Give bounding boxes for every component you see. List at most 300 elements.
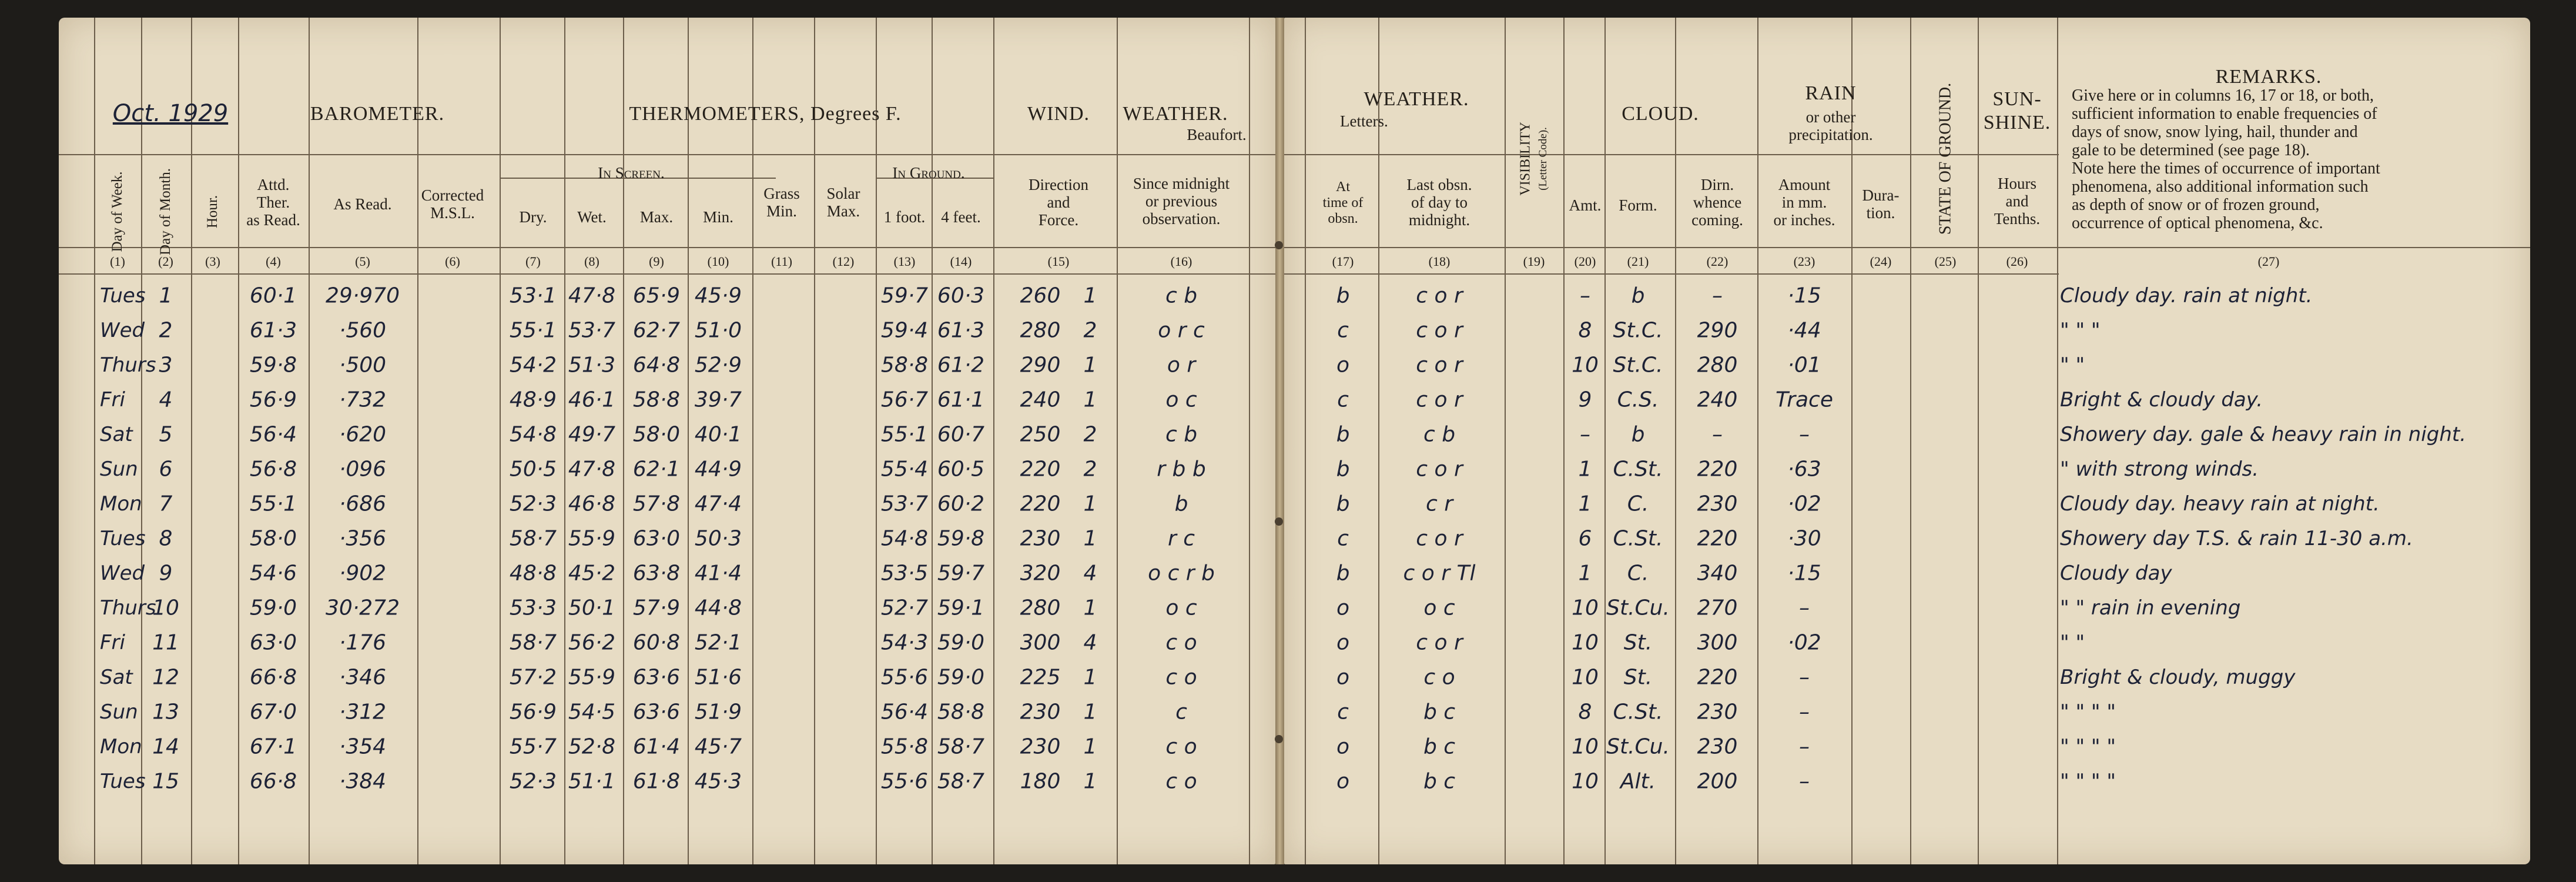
- cell-bar: ·312: [339, 700, 387, 724]
- header-rule: [59, 247, 1275, 248]
- cell-dirn: 230: [1697, 492, 1738, 516]
- cell-amt: 9: [1578, 387, 1592, 412]
- column-number: (3): [205, 254, 220, 269]
- cell-last: o c: [1423, 596, 1455, 620]
- cell-rain: ·30: [1787, 526, 1821, 551]
- attd-ther-header: as Read.: [246, 211, 300, 229]
- cell-dow: Fri: [100, 388, 125, 412]
- cell-attd: 58·0: [249, 526, 297, 551]
- cell-weather: o c: [1165, 596, 1197, 620]
- cell-dow: Sun: [100, 700, 138, 724]
- column-rule: [500, 18, 501, 864]
- cell-g1: 58·8: [880, 353, 929, 377]
- cell-last: b c: [1423, 700, 1456, 724]
- cell-dom: 1: [159, 283, 173, 308]
- cell-dow: Fri: [100, 631, 125, 654]
- cell-amt: 10: [1572, 769, 1599, 794]
- cell-rain: –: [1799, 769, 1810, 794]
- cell-at: o: [1336, 769, 1350, 794]
- cell-dow: Tues: [100, 284, 146, 308]
- cell-dry: 55·1: [509, 318, 557, 343]
- cell-dirn: 300: [1697, 630, 1738, 655]
- column-rule: [1305, 18, 1306, 864]
- cell-force: 1: [1083, 283, 1097, 308]
- cell-dirn: 280: [1697, 353, 1738, 377]
- visibility-header: VISIBILITY: [1518, 122, 1533, 196]
- cell-attd: 56·8: [249, 457, 297, 482]
- cell-dry: 50·5: [509, 457, 557, 482]
- cell-dirn: –: [1712, 422, 1723, 447]
- min-header: Min.: [703, 208, 733, 226]
- max-header: Max.: [639, 208, 674, 226]
- header-rule: [1284, 273, 2059, 275]
- cell-dom: 6: [159, 457, 173, 482]
- cell-min: 39·7: [694, 387, 742, 412]
- cell-dow: Sat: [100, 666, 133, 689]
- cell-amt: 1: [1578, 561, 1592, 586]
- day-of-week-header: Day of Week.: [109, 171, 125, 252]
- cell-wet: 51·1: [568, 769, 616, 794]
- cell-max: 63·0: [632, 526, 681, 551]
- direction-force-header: Force.: [1038, 211, 1079, 229]
- column-number: (9): [649, 254, 664, 269]
- dirn-header: coming.: [1691, 211, 1743, 229]
- cell-min: 51·0: [694, 318, 742, 343]
- cell-remark: " ": [2060, 353, 2085, 377]
- cell-wind: 225: [1020, 665, 1061, 690]
- cell-max: 65·9: [632, 283, 681, 308]
- column-number: (23): [1793, 254, 1815, 269]
- cell-min: 45·7: [694, 734, 742, 759]
- cell-dom: 11: [152, 630, 179, 655]
- cell-wind: 220: [1020, 457, 1061, 482]
- column-rule: [623, 18, 624, 864]
- direction-force-header: and: [1047, 193, 1070, 211]
- sunshine-heading: SUN-: [1992, 88, 2042, 110]
- column-number: (25): [1934, 254, 1957, 269]
- cell-max: 64·8: [632, 353, 681, 377]
- cell-dom: 13: [152, 700, 179, 724]
- cell-wet: 55·9: [568, 526, 616, 551]
- cell-wet: 54·5: [568, 700, 616, 724]
- cell-dom: 10: [152, 596, 179, 620]
- cell-force: 4: [1083, 561, 1097, 586]
- cell-dow: Sun: [100, 457, 138, 481]
- cell-attd: 56·4: [249, 422, 297, 447]
- since-midnight-header: Since midnight: [1133, 175, 1230, 192]
- cell-last: c o r: [1416, 630, 1463, 655]
- beaufort-label: Beaufort.: [1187, 126, 1247, 143]
- rain-heading: RAIN: [1805, 82, 1857, 104]
- cell-at: c: [1337, 387, 1349, 412]
- column-number: (21): [1627, 254, 1649, 269]
- cell-attd: 66·8: [249, 769, 297, 794]
- cell-g4: 60·5: [937, 457, 985, 482]
- cell-rain: –: [1799, 596, 1810, 620]
- cell-min: 45·3: [694, 769, 742, 794]
- since-midnight-header: or previous: [1145, 192, 1218, 210]
- cell-force: 1: [1083, 492, 1097, 516]
- cell-dirn: 340: [1697, 561, 1738, 586]
- cell-g1: 55·6: [880, 769, 929, 794]
- cell-min: 52·1: [694, 630, 742, 655]
- cell-at: o: [1336, 353, 1350, 377]
- solar-max-header: Solar: [826, 185, 860, 202]
- column-rule: [1604, 18, 1606, 864]
- cell-dry: 57·2: [509, 665, 557, 690]
- remarks-instruction-line: Give here or in columns 16, 17 or 18, or both,: [2072, 86, 2374, 105]
- column-rule: [814, 18, 815, 864]
- sunshine-heading: SHINE.: [1983, 112, 2051, 133]
- cell-at: b: [1336, 422, 1350, 447]
- cell-dow: Wed: [100, 562, 145, 585]
- cell-amt: –: [1580, 283, 1590, 308]
- cell-max: 63·6: [632, 665, 681, 690]
- column-number: (10): [707, 254, 729, 269]
- cell-attd: 63·0: [249, 630, 297, 655]
- binding-hole: [1275, 517, 1283, 526]
- cell-wind: 260: [1020, 283, 1061, 308]
- cell-bar: 30·272: [326, 596, 400, 620]
- cell-remark: " " " ": [2060, 735, 2116, 759]
- cell-dom: 12: [152, 665, 179, 690]
- cell-dirn: 200: [1697, 769, 1738, 794]
- cell-force: 4: [1083, 630, 1097, 655]
- column-rule: [1675, 18, 1676, 864]
- cell-bar: ·346: [339, 665, 387, 690]
- cell-g4: 61·1: [937, 387, 985, 412]
- cell-weather: c b: [1165, 283, 1198, 308]
- column-rule: [1117, 18, 1118, 864]
- cell-min: 45·9: [694, 283, 742, 308]
- cell-last: b c: [1423, 734, 1456, 759]
- cell-form: b: [1631, 422, 1645, 447]
- cell-attd: 59·0: [249, 596, 297, 620]
- cell-wet: 46·8: [568, 492, 616, 516]
- column-number: (26): [2006, 254, 2028, 269]
- column-rule: [238, 18, 239, 864]
- cell-min: 52·9: [694, 353, 742, 377]
- cell-wet: 51·3: [568, 353, 616, 377]
- cell-last: c o r: [1416, 457, 1463, 482]
- cell-rain: ·02: [1787, 492, 1821, 516]
- rain-heading: or other: [1805, 108, 1856, 126]
- cell-g1: 55·4: [880, 457, 929, 482]
- cell-force: 1: [1083, 526, 1097, 551]
- at-time-header: At: [1336, 179, 1350, 195]
- cell-last: c o r Tl: [1403, 561, 1476, 586]
- cell-remark: " " " ": [2060, 770, 2116, 793]
- last-obsn-header: Last obsn.: [1406, 176, 1472, 193]
- cell-g4: 61·3: [937, 318, 985, 343]
- cell-force: 2: [1083, 318, 1097, 343]
- cell-dom: 14: [152, 734, 179, 759]
- column-number: (20): [1574, 254, 1596, 269]
- solar-max-header: Max.: [826, 202, 860, 220]
- cell-max: 57·8: [632, 492, 681, 516]
- cell-max: 58·0: [632, 422, 681, 447]
- cell-g4: 59·8: [937, 526, 985, 551]
- column-number: (8): [584, 254, 599, 269]
- cell-min: 51·6: [694, 665, 742, 690]
- cell-rain: Trace: [1776, 387, 1833, 412]
- cell-remark: Cloudy day: [2060, 562, 2172, 585]
- cell-dry: 48·8: [509, 561, 557, 586]
- cell-dry: 54·8: [509, 422, 557, 447]
- cell-max: 61·8: [632, 769, 681, 794]
- cell-dow: Sat: [100, 423, 133, 446]
- cell-max: 57·9: [632, 596, 681, 620]
- column-rule: [993, 18, 994, 864]
- cell-bar: ·500: [339, 353, 387, 377]
- cell-last: c o r: [1416, 387, 1463, 412]
- cell-dom: 7: [159, 492, 173, 516]
- column-number: (6): [445, 254, 460, 269]
- remarks-instruction-line: days of snow, snow lying, hail, thunder and: [2072, 123, 2358, 141]
- cell-form: St.C.: [1613, 318, 1663, 343]
- cell-g1: 52·7: [880, 596, 929, 620]
- column-number: (15): [1047, 254, 1070, 269]
- cell-remark: Showery day T.S. & rain 11-30 a.m.: [2060, 527, 2413, 550]
- cell-weather: o c: [1165, 387, 1197, 412]
- cell-dry: 52·3: [509, 492, 557, 516]
- cell-bar: ·176: [339, 630, 387, 655]
- hour-header: Hour.: [204, 195, 220, 229]
- cell-form: b: [1631, 283, 1645, 308]
- cell-amt: 10: [1572, 734, 1599, 759]
- cell-g4: 59·1: [937, 596, 985, 620]
- cell-bar: ·560: [339, 318, 387, 343]
- cell-form: St.: [1623, 665, 1653, 690]
- cell-at: b: [1336, 283, 1350, 308]
- cell-rain: ·15: [1787, 561, 1821, 586]
- cell-amt: 1: [1578, 492, 1592, 516]
- grass-min-header: Grass: [763, 185, 800, 202]
- cell-amt: –: [1580, 422, 1590, 447]
- column-number: (1): [110, 254, 125, 269]
- cell-force: 1: [1083, 596, 1097, 620]
- cell-weather: o r: [1167, 353, 1196, 377]
- hours-tenths-header: Tenths.: [1994, 210, 2041, 228]
- cell-amt: 1: [1578, 457, 1592, 482]
- cell-form: St.Cu.: [1606, 734, 1670, 759]
- remarks-instruction-line: sufficient information to enable frequencies of: [2072, 105, 2377, 123]
- cell-rain: ·01: [1787, 353, 1821, 377]
- column-number: (13): [893, 254, 916, 269]
- hours-tenths-header: Hours: [1998, 175, 2036, 192]
- cell-dow: Tues: [100, 770, 146, 793]
- last-obsn-header: of day to: [1411, 193, 1468, 211]
- cell-amt: 6: [1578, 526, 1592, 551]
- cell-attd: 55·1: [249, 492, 297, 516]
- cell-last: c b: [1423, 422, 1456, 447]
- cell-dirn: 240: [1697, 387, 1738, 412]
- cell-weather: c: [1175, 700, 1187, 724]
- attd-ther-header: Ther.: [256, 193, 290, 211]
- column-number: (7): [525, 254, 541, 269]
- duration-header: Dura-: [1862, 186, 1900, 204]
- cell-wet: 56·2: [568, 630, 616, 655]
- cell-form: Alt.: [1620, 769, 1656, 794]
- cell-g1: 53·5: [880, 561, 929, 586]
- column-rule: [309, 18, 310, 864]
- cell-bar: ·384: [339, 769, 387, 794]
- cell-min: 44·8: [694, 596, 742, 620]
- cell-wet: 45·2: [568, 561, 616, 586]
- binding-hole: [1275, 241, 1283, 249]
- cell-wind: 230: [1020, 700, 1061, 724]
- cell-remark: " " " ": [2060, 700, 2116, 724]
- cell-dry: 58·7: [509, 526, 557, 551]
- cell-g1: 55·8: [880, 734, 929, 759]
- cell-force: 1: [1083, 734, 1097, 759]
- cell-max: 61·4: [632, 734, 681, 759]
- column-rule: [688, 18, 689, 864]
- cell-wet: 49·7: [568, 422, 616, 447]
- cell-max: 60·8: [632, 630, 681, 655]
- cell-last: b c: [1423, 769, 1456, 794]
- column-number: (17): [1332, 254, 1354, 269]
- remarks-heading: REMARKS.: [2215, 66, 2322, 88]
- header-rule: [59, 273, 1275, 275]
- cell-at: o: [1336, 630, 1350, 655]
- cell-last: c r: [1425, 492, 1453, 516]
- column-number: (4): [266, 254, 281, 269]
- cell-min: 44·9: [694, 457, 742, 482]
- cell-wind: 220: [1020, 492, 1061, 516]
- cell-dirn: 220: [1697, 526, 1738, 551]
- cell-remark: " " ": [2060, 319, 2101, 342]
- cell-dow: Thurs: [100, 596, 156, 620]
- cell-g4: 59·0: [937, 665, 985, 690]
- cell-max: 62·1: [632, 457, 681, 482]
- column-rule: [1378, 18, 1379, 864]
- cell-remark: Bright & cloudy day.: [2060, 388, 2263, 412]
- cell-bar: ·356: [339, 526, 387, 551]
- form-header: Form.: [1619, 196, 1657, 214]
- cell-min: 47·4: [694, 492, 742, 516]
- amount-header: or inches.: [1773, 211, 1835, 229]
- cell-form: C.St.: [1613, 457, 1663, 482]
- cell-form: C.: [1627, 561, 1649, 586]
- column-rule: [932, 18, 933, 864]
- remarks-instruction-line: occurrence of optical phenomena, &c.: [2072, 214, 2323, 232]
- at-time-header: time of: [1322, 195, 1364, 211]
- weather-heading: WEATHER.: [1123, 103, 1228, 125]
- cell-bar: ·354: [339, 734, 387, 759]
- cell-rain: ·15: [1787, 283, 1821, 308]
- cell-dry: 54·2: [509, 353, 557, 377]
- corrected-msl-header: Corrected: [421, 186, 484, 204]
- cell-min: 41·4: [694, 561, 742, 586]
- corrected-msl-header: M.S.L.: [430, 204, 475, 222]
- cell-rain: –: [1799, 734, 1810, 759]
- weather-letters-heading: WEATHER.: [1364, 88, 1469, 110]
- column-rule: [1910, 18, 1911, 864]
- duration-header: tion.: [1866, 204, 1895, 222]
- cell-wet: 47·8: [568, 283, 616, 308]
- cell-amt: 10: [1572, 665, 1599, 690]
- dirn-header: whence: [1693, 193, 1742, 211]
- dirn-header: Dirn.: [1700, 176, 1734, 193]
- column-rule: [417, 18, 418, 864]
- cell-at: b: [1336, 561, 1350, 586]
- column-number: (27): [2257, 254, 2280, 269]
- cell-weather: r b b: [1157, 457, 1206, 482]
- cell-g4: 61·2: [937, 353, 985, 377]
- cell-rain: –: [1799, 422, 1810, 447]
- cell-weather: c o: [1165, 769, 1197, 794]
- month-year-heading: Oct. 1929: [112, 100, 229, 127]
- cell-force: 1: [1083, 700, 1097, 724]
- column-number: (18): [1428, 254, 1451, 269]
- amount-header: in mm.: [1781, 193, 1827, 211]
- cell-form: C.: [1627, 492, 1649, 516]
- cell-dry: 55·7: [509, 734, 557, 759]
- cell-form: St.Cu.: [1606, 596, 1670, 620]
- cell-amt: 10: [1572, 630, 1599, 655]
- cell-bar: ·686: [339, 492, 387, 516]
- cell-rain: ·63: [1787, 457, 1821, 482]
- cell-last: c o r: [1416, 318, 1463, 343]
- cloud-heading: CLOUD.: [1622, 103, 1699, 125]
- cell-wind: 280: [1020, 318, 1061, 343]
- cell-dry: 56·9: [509, 700, 557, 724]
- cell-rain: ·44: [1787, 318, 1821, 343]
- cell-dom: 9: [159, 561, 173, 586]
- cell-attd: 67·0: [249, 700, 297, 724]
- cell-force: 2: [1083, 422, 1097, 447]
- in-screen-heading: In Screen.: [598, 164, 665, 182]
- since-midnight-header: observation.: [1142, 210, 1221, 228]
- cell-dom: 3: [159, 353, 173, 377]
- cell-form: St.: [1623, 630, 1653, 655]
- cell-g1: 55·1: [880, 422, 929, 447]
- cell-remark: " with strong winds.: [2060, 457, 2259, 481]
- cell-wind: 240: [1020, 387, 1061, 412]
- amt-header: Amt.: [1569, 196, 1602, 214]
- cell-wind: 230: [1020, 526, 1061, 551]
- cell-remark: Bright & cloudy, muggy: [2060, 666, 2296, 689]
- wet-header: Wet.: [577, 208, 607, 226]
- cell-wind: 230: [1020, 734, 1061, 759]
- column-rule: [1505, 18, 1506, 864]
- cell-wet: 46·1: [568, 387, 616, 412]
- cell-last: c o: [1423, 665, 1455, 690]
- cell-bar: ·096: [339, 457, 387, 482]
- header-rule: [1284, 247, 2530, 248]
- cell-wet: 53·7: [568, 318, 616, 343]
- cell-g1: 56·7: [880, 387, 929, 412]
- cell-dom: 2: [159, 318, 173, 343]
- amount-header: Amount: [1778, 176, 1831, 193]
- four-feet-header: 4 feet.: [941, 208, 981, 226]
- cell-at: o: [1336, 665, 1350, 690]
- column-number: (5): [355, 254, 370, 269]
- cell-weather: r c: [1167, 526, 1195, 551]
- cell-last: c o r: [1416, 353, 1463, 377]
- cell-dom: 15: [152, 769, 179, 794]
- cell-max: 62·7: [632, 318, 681, 343]
- cell-bar: 29·970: [326, 283, 400, 308]
- cell-weather: o r c: [1158, 318, 1205, 343]
- cell-bar: ·902: [339, 561, 387, 586]
- cell-wet: 47·8: [568, 457, 616, 482]
- remarks-instruction-line: gale to be determined (see page 18).: [2072, 141, 2310, 159]
- cell-form: C.St.: [1613, 526, 1663, 551]
- cell-g4: 60·3: [937, 283, 985, 308]
- column-rule: [94, 18, 95, 864]
